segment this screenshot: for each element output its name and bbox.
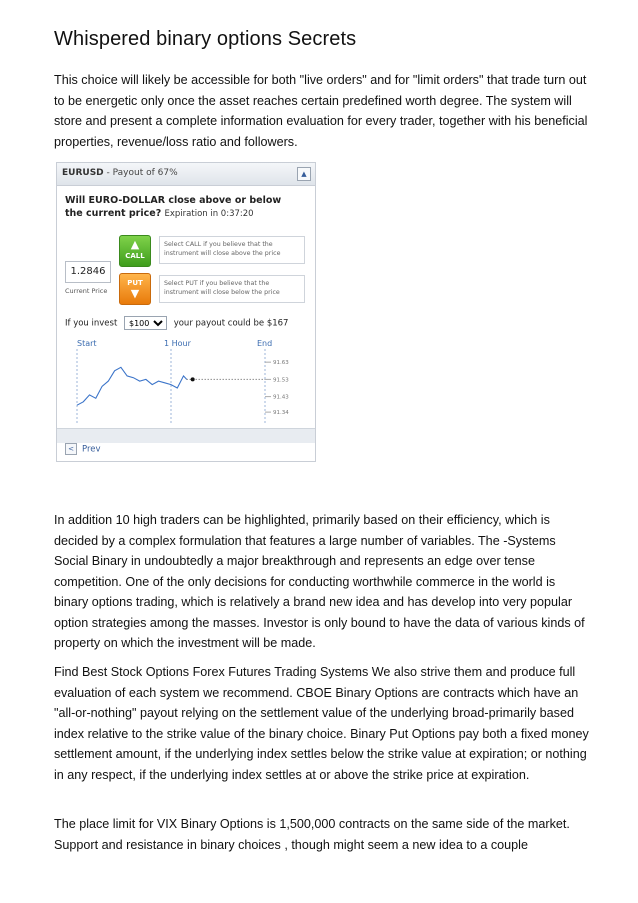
y-tick-label: 91.43	[273, 394, 289, 401]
current-price-label: Current Price	[65, 287, 108, 295]
call-label: CALL	[125, 252, 145, 260]
up-triangle-icon: ▲	[130, 238, 140, 251]
up-arrow-icon[interactable]: ▲	[297, 167, 311, 181]
invest-prefix: If you invest	[65, 318, 118, 329]
down-triangle-icon: ▼	[130, 287, 140, 300]
current-price-point	[191, 377, 195, 381]
call-hint: Select CALL if you believe that the instrument will close above the price	[159, 236, 305, 264]
y-tick-label: 91.53	[273, 377, 289, 384]
question-text: Will EURO-DOLLAR close above or below the current price? Expiration in 0:37:20	[65, 195, 282, 219]
call-button[interactable]	[119, 235, 151, 267]
current-price-box: 1.2846	[65, 261, 111, 283]
put-button[interactable]	[119, 273, 151, 305]
binary-options-widget	[56, 162, 316, 462]
asset-pair: EURUSD - Payout of 67%	[62, 168, 178, 178]
price-series-line	[77, 367, 187, 405]
invest-suffix: your payout could be $167	[173, 318, 289, 329]
invest-row	[65, 316, 288, 330]
put-hint: Select PUT if you believe that the instrument will close below the price	[159, 275, 305, 303]
expiration-text: Expiration in 0:37:20	[164, 209, 254, 219]
put-label: PUT	[127, 279, 143, 287]
prev-button[interactable]	[65, 443, 101, 455]
left-arrow-icon: <	[65, 443, 77, 455]
invest-amount-select[interactable]	[124, 316, 167, 330]
payout-text: - Payout of 67%	[103, 168, 178, 178]
paragraph-4: The place limit for VIX Binary Options is 1,500,000 contracts on the same side of the market. Support and resistance in binary choices , though might seem a new idea to a couple	[54, 817, 570, 852]
paragraph-3: Find Best Stock Options Forex Futures Trading Systems We also strive them and produce full evaluation of each system we recommend. CBOE Binary Options are contracts which have an "all-or-nothing" payout relying on the settlement value of the underlying broad-primarily based index relative to the strike value of the binary choice. Binary Put Options pay both a fixed money settlement amount, if the underlying index settles below the strike value at expiration; or nothing in any respect, if the underlying index settles at or above the strike price at expiration.	[54, 665, 589, 782]
chart-start-label: Start	[77, 339, 97, 348]
chart-time-axis-band	[57, 428, 315, 443]
page-title: Whispered binary options Secrets	[54, 28, 357, 50]
y-tick-label: 91.34	[273, 410, 289, 417]
paragraph-1: This choice will likely be accessible for both "live orders" and for "limit orders" that trade turn out to be energetic only once the asset reaches certain predefined worth degree. The system will store and present a complete information evaluation for every trader, together with his beneficial properties, revenue/loss ratio and followers.	[54, 73, 588, 149]
prev-label: Prev	[82, 444, 101, 455]
chart-mid-label: 1 Hour	[164, 339, 191, 348]
y-tick-label: 91.63	[273, 360, 289, 367]
paragraph-2: In addition 10 high traders can be highlighted, primarily based on their efficiency, which is decided by a complex formulation that features a large number of variables. The -Systems Social Binary in undoubtedly a major breakthrough and represents an edge over tense competition. One of the only decisions for conducting worthwhile commerce in the world is binary options trading, which is relatively a brand new idea and has develop into very popular option strategies among the masses. Investor is only bound to have the data of various kinds of property on which the investment will be made.	[54, 513, 585, 650]
widget-header	[57, 163, 315, 186]
chart-end-label: End	[257, 339, 273, 348]
